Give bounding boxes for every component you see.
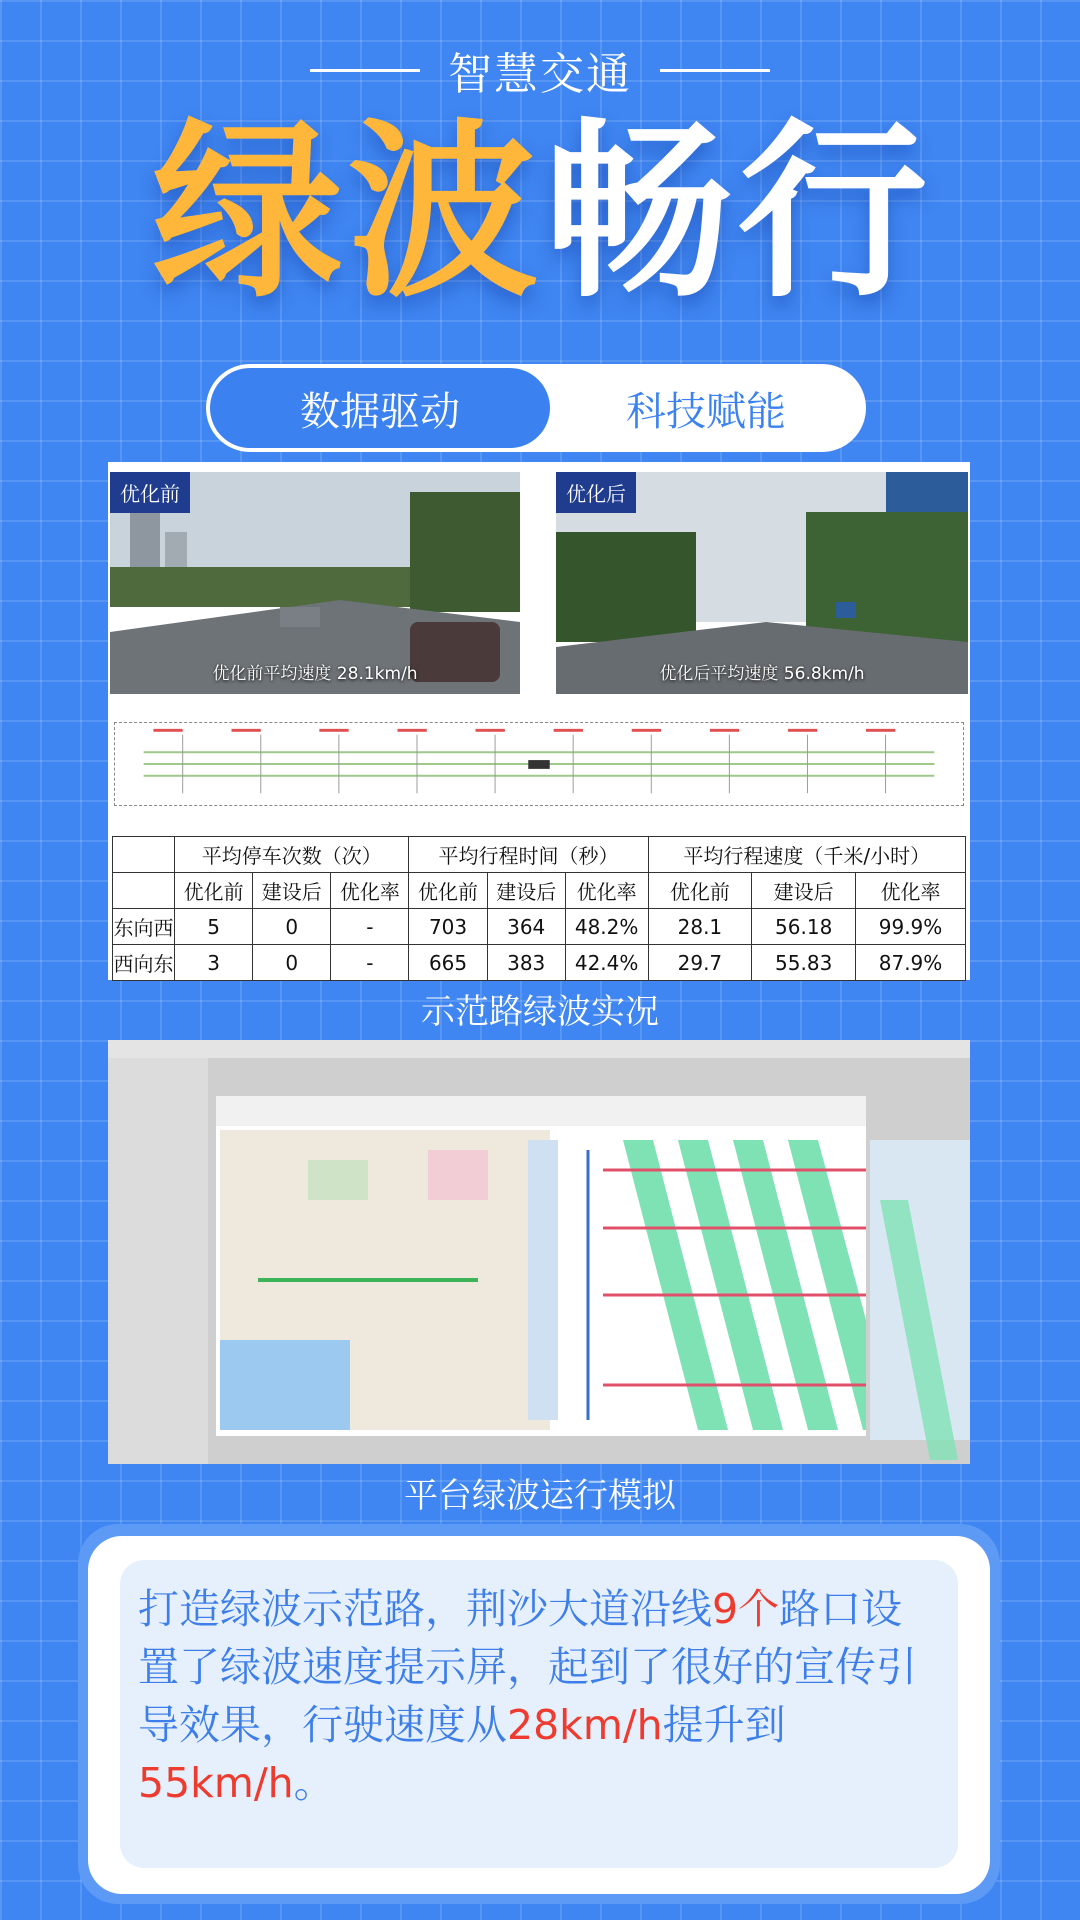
table-cell: 665 (409, 945, 487, 981)
info-text-part-2: 路口设置了绿波速度提示屏，起到了很好的宣传引导效果，行驶速度从 (138, 1585, 917, 1749)
table-cell: - (331, 945, 409, 981)
tagline-right: 科技赋能 (626, 388, 786, 435)
sub-header-cell: 建设后 (487, 873, 565, 909)
before-caption: 优化前平均速度 28.1km/h (212, 664, 418, 684)
highlight-speed-before: 28km/h (507, 1701, 663, 1749)
road-intersection-diagram (114, 722, 964, 806)
sub-header-cell: 优化前 (648, 873, 752, 909)
title-char-2: 波 (347, 102, 538, 323)
table-cell: 5 (175, 909, 253, 945)
caption-demo-road: 示范路绿波实况 (421, 992, 659, 1032)
table-cell: 0 (253, 909, 331, 945)
table-cell: - (331, 909, 409, 945)
demo-road-panel (108, 462, 970, 980)
sub-header-cell: 优化率 (856, 873, 966, 909)
title-char-4: 行 (737, 102, 928, 323)
table-corner-cell (113, 837, 175, 873)
table-cell: 28.1 (648, 909, 752, 945)
simulation-image (108, 1040, 970, 1464)
sub-header-cell: 优化前 (409, 873, 487, 909)
title-char-1: 绿 (152, 102, 343, 323)
group-header-stops: 平均停车次数（次） (175, 837, 409, 873)
tagline-pill (206, 364, 866, 452)
tagline-left: 数据驱动 (210, 368, 550, 448)
row-label: 东向西 (113, 909, 175, 945)
table-cell: 29.7 (648, 945, 752, 981)
subtitle-left-line (310, 69, 420, 72)
main-title (0, 102, 1080, 323)
table-cell: 48.2% (565, 909, 648, 945)
before-tag: 优化前 (110, 472, 190, 513)
sub-header-cell: 优化率 (331, 873, 409, 909)
info-text-part-3: 提升到 (662, 1701, 786, 1749)
row-label: 西向东 (113, 945, 175, 981)
table-cell: 383 (487, 945, 565, 981)
group-header-speed: 平均行程速度（千米/小时） (648, 837, 966, 873)
caption-simulation: 平台绿波运行模拟 (404, 1476, 676, 1516)
after-tag: 优化后 (556, 472, 636, 513)
sub-header-cell: 建设后 (253, 873, 331, 909)
table-row (113, 909, 966, 945)
table-sub-header-row (113, 873, 966, 909)
subtitle-row (0, 40, 1080, 100)
simulation-screenshot (108, 1040, 970, 1464)
after-caption: 优化后平均速度 56.8km/h (659, 664, 865, 684)
table-cell: 703 (409, 909, 487, 945)
subtitle-text: 智慧交通 (448, 49, 632, 100)
table-corner-cell (113, 873, 175, 909)
table-cell: 55.83 (752, 945, 856, 981)
title-char-3: 畅 (542, 102, 733, 323)
info-text-part-4: 。 (293, 1759, 335, 1807)
table-cell: 0 (253, 945, 331, 981)
highlight-count: 9个 (712, 1585, 780, 1633)
info-card-body (120, 1560, 958, 1868)
group-header-time: 平均行程时间（秒） (409, 837, 648, 873)
before-photo (110, 472, 520, 694)
sub-header-cell: 优化前 (175, 873, 253, 909)
table-cell: 99.9% (856, 909, 966, 945)
after-photo (556, 472, 968, 694)
table-cell: 364 (487, 909, 565, 945)
info-text (138, 1580, 940, 1812)
table-cell: 56.18 (752, 909, 856, 945)
table-cell: 3 (175, 945, 253, 981)
table-group-header-row (113, 837, 966, 873)
subtitle-right-line (660, 69, 770, 72)
highlight-speed-after: 55km/h (138, 1759, 294, 1807)
comparison-table (112, 836, 966, 981)
info-text-part-1: 打造绿波示范路，荆沙大道沿线 (138, 1585, 712, 1633)
table-cell: 42.4% (565, 945, 648, 981)
table-cell: 87.9% (856, 945, 966, 981)
sub-header-cell: 建设后 (752, 873, 856, 909)
table-row (113, 945, 966, 981)
sub-header-cell: 优化率 (565, 873, 648, 909)
